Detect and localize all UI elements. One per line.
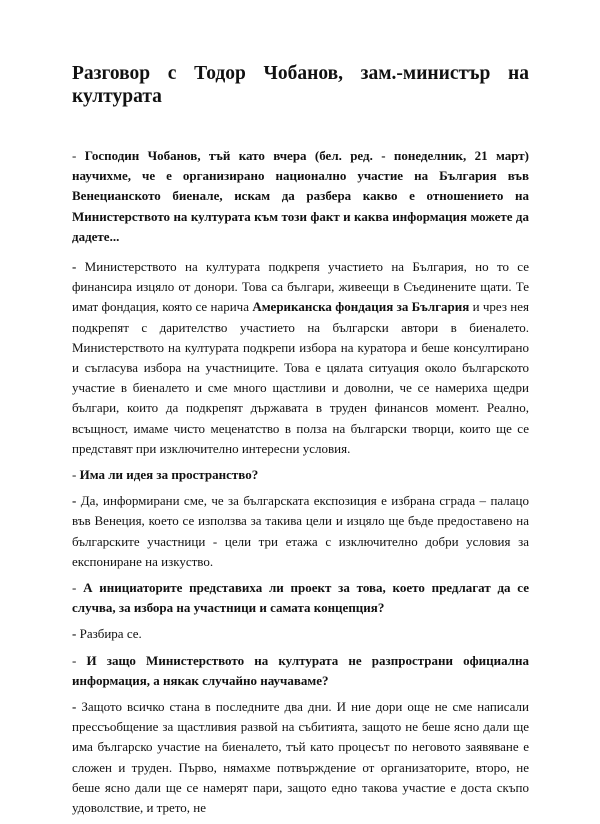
- question-1: [72, 146, 529, 247]
- page-title: Разговор с Тодор Чобанов, зам.-министър на културата: [72, 63, 529, 107]
- question-text: И защо Министерството на културата не разпространи официална информация, а някак случайно научаваме?: [72, 652, 529, 688]
- answer-3: [72, 624, 529, 644]
- dash: -: [72, 626, 77, 642]
- answer-text: Разбира се.: [79, 626, 142, 642]
- dash: -: [72, 493, 77, 509]
- dash: -: [72, 580, 77, 596]
- answer-text: Защото всичко стана в последните два дни. И ние дори още не сме написали прессъобщение за щастливия развой на събитията, защото не беше ясно дали ще има българско участие на биеналето, тъй като процесът по неговото заявяване е сложен и труден. Първо, нямахме потвърждение от организаторите, второ, не беше ясно дали ще се намерят пари, защото едно такова участие е доста скъпо удоволствие, и трето, не: [72, 699, 530, 816]
- dash: -: [72, 148, 77, 163]
- dash: -: [72, 652, 77, 668]
- answer-1: [72, 257, 529, 459]
- answer-4: [72, 697, 529, 818]
- question-4: [72, 651, 529, 691]
- question-text: Има ли идея за пространство?: [79, 467, 259, 483]
- dash: -: [72, 699, 77, 715]
- dash: -: [72, 259, 77, 275]
- question-text: А инициаторите представиха ли проект за това, което предлагат да се случва, за избора на участници и самата концепция?: [72, 580, 529, 616]
- answer-2: [72, 491, 529, 572]
- question-text: Господин Чобанов, тъй като вчера (бел. ред. - понеделник, 21 март) научихме, че е организирано национално участие на България във Венецианското биенале, искам да разбера какво е отношението на Министерството на културата към този факт и каква информация можете да дадете...: [72, 148, 530, 244]
- answer-text: Да, информирани сме, че за българската експозиция е избрана сграда – палацо във Венеция, което се използва за такива цели и изцяло ще бъде предоставено на българските участници - цели три етажа с изключително добри условия за експониране на изкуство.: [72, 493, 530, 569]
- question-3: [72, 578, 529, 618]
- question-2: [72, 465, 529, 485]
- answer-text: и чрез нея подкрепят с дарителство участието на български автори в биеналето. Министерството на културата подкрепи избора на куратора и беше консултирано и съгласува избора на участниците. Това е цялата ситуация около българското участие в биеналето и сме много щастливи и доволни, че се намериха щедри българи, които да подкрепят държавата в труден финансов момент. Реално, всъщност, имаме чисто меценатство в полза на български творци, които ще се представят при изключително интересни условия.: [72, 299, 530, 456]
- answer-text: Министерството на културата подкрепя участието на България, но то се финансира изцяло от донори. Това са българи, живеещи в Съединените щати. Те имат фондация, която се нарича: [72, 259, 530, 315]
- foundation-name: Американска фондация за България: [252, 299, 470, 315]
- document-page: [72, 62, 529, 824]
- dash: -: [72, 467, 77, 483]
